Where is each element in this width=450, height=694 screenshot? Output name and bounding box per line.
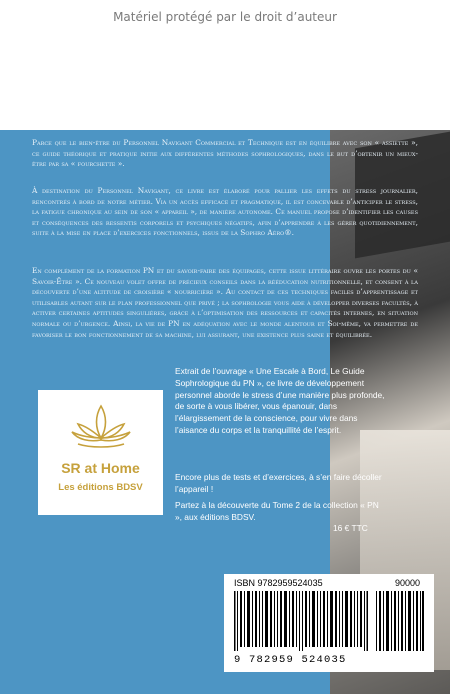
logo-subtitle: Les éditions BDSV (58, 482, 143, 493)
publisher-logo (38, 390, 163, 515)
barcode-panel (224, 574, 434, 672)
price-code: 90000 (394, 578, 420, 588)
addon-barcode (376, 591, 424, 651)
paragraph-1: Parce que le bien-être du Personnel Navigant Commercial et Technique est en équilibre avec son « assiette », ce guide théorique et pratique initie aux différentes méthodes sophrologiques, dans le but d’obtenir un mieux-être par sa « fourchette ». (32, 138, 418, 169)
ean-digits: 9 782959 524035 (234, 654, 347, 666)
ean-barcode (234, 591, 368, 651)
lotus-icon (68, 402, 134, 450)
price: 16 € TTC (333, 523, 368, 533)
copyright-notice: Matériel protégé par le droit d’auteur (113, 10, 337, 24)
logo-title: SR at Home (61, 460, 140, 476)
paragraph-3: En complément de la formation PN et du savoir-faire des équipages, cette issue littéraire ouvre les portes du « Savoir-Être ». Ce nouveau volet offre de précieux conseils dans la rééducation nutritionnelle, et consent à la découverte d’une altitude de croisière « nourricière ». Au contact de ces techniques faciles d’apprentissage et utilisables autant sur le plan professionnel que privé ; la sophrologie vous aide à développer diverses facultés, à activer certaines aptitudes singulières, grâce à l’optimisation des ressources et capacités internes, en situation normale ou d’urgence. Ainsi, la vie de PN en adéquation avec le monde alentour et Soi-même, va permettre de favoriser le bon fonctionnement de sa machine, lui assurant, une existence plus saine et équilibrée. (32, 266, 418, 339)
copyright-banner (0, 0, 450, 36)
isbn-label: ISBN 9782959524035 (234, 578, 323, 588)
page-margin (0, 36, 450, 130)
back-cover (0, 130, 450, 694)
discover-tome-line: Partez à la découverte du Tome 2 de la collection « PN », aux éditions BDSV. (175, 500, 379, 522)
paragraph-2: À destination du Personnel Navigant, ce livre est élaboré pour pallier les effets du stress journalier, rencontrés à bord de notre métier. Via un accès efficace et pragmatique, il est concevable d’anticiper le stress, la fatigue chronique au sein de son « appareil », de manière autonome. Ce manuel propose d’identifier les causes et conséquences des ressentis corporels et psychiques négatifs, afin d’apprendre à les gérer quotidiennement, suite à la mise en place d’exercices fonctionnels, issus de la Sophro Aéro®. (32, 186, 418, 238)
excerpt-paragraph: Extrait de l’ouvrage « Une Escale à Bord, Le Guide Sophrologique du PN », ce livre de développement personnel aborde le stress d’une manière plus profonde, de sorte à vous libérer, vous épanouir, dans l’élargissement de la conscience, pour vivre dans l’aisance du corps et la tranquillité de l’esprit. (175, 366, 385, 435)
exercises-line: Encore plus de tests et d’exercices, à s’en faire décoller l’appareil ! (175, 472, 382, 494)
